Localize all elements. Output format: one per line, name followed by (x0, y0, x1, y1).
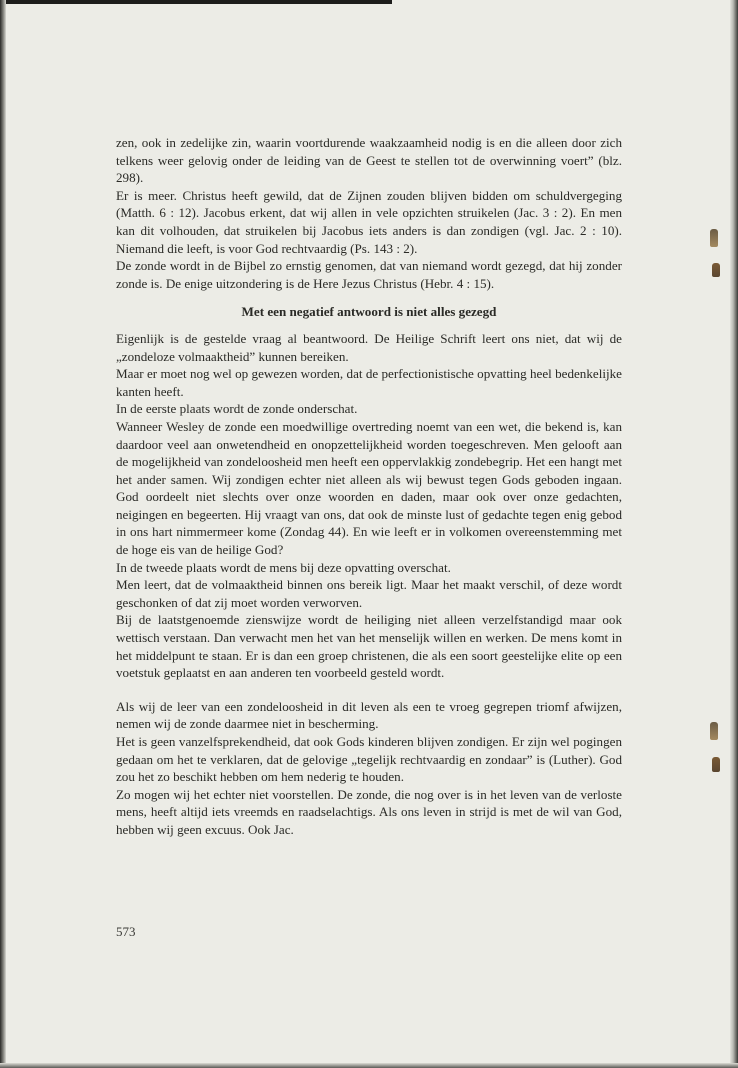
paragraph: zen, ook in zedelijke zin, waarin voortdurende waakzaamheid nodig is en die alleen door zich telkens weer gelovig onder de leiding van de Geest te stellen tot de overwinning voert” (blz. 298). (116, 135, 622, 186)
paragraph: Maar er moet nog wel op gewezen worden, dat de perfectionistische opvatting heel bedenkelijke kanten heeft. (116, 366, 622, 399)
page-number: 573 (116, 924, 136, 939)
paragraph: Zo mogen wij het echter niet voorstellen. De zonde, die nog over is in het leven van de verloste mens, heeft altijd iets vreemds en raadselachtigs. Als ons leven in strijd is met de wil van God, hebben wij geen excuus. Ook Jac. (116, 786, 622, 837)
body-text (116, 134, 622, 839)
margin-binding-mark (712, 263, 720, 277)
paragraph: In de tweede plaats wordt de mens bij deze opvatting overschat. (116, 559, 451, 575)
paragraph: Bij de laatstgenoemde zienswijze wordt de heiliging niet alleen verzelfstandigd maar ook wettisch verstaan. Dan verwacht men het van het menselijk willen en werken. De mens komt in het middelpunt te staan. Er is dan een groep christenen, die als een soort geestelijke elite op een voetstuk geplaatst en aan anderen ten voorbeeld gesteld wordt. (116, 612, 622, 681)
paragraph: Het is geen vanzelfsprekendheid, dat ook Gods kinderen blijven zondigen. Er zijn wel pogingen gedaan om het te verklaren, dat de gelovige „tegelijk rechtvaardig en zondaar” is (Luther). God zou het zo beschikt hebben om hem nederig te houden. (116, 734, 622, 785)
paragraph: Eigenlijk is de gestelde vraag al beantwoord. De Heilige Schrift leert ons niet, dat wij de „zondeloze volmaaktheid” kunnen bereiken. (116, 330, 622, 364)
paragraph: Wanneer Wesley de zonde een moedwillige overtreding noemt van een wet, die bekend is, kan daardoor veel aan onwetendheid en onopzettelijkheid worden toegeschreven. Men gelooft aan de mogelijkheid van zondeloosheid men heeft een oppervlakkig zondebegrip. Het een hangt met het ander samen. Wij zondigen echter niet alleen als wij bewust tegen Gods geboden ingaan. God oordeelt niet slechts over onze woorden en daden, maar ook over onze gedachten, neigingen en begeerten. Hij vraagt van ons, dat ook de minste lust of gedachte tegen enig gebod in ons hart nimmermeer kome (Zondag 44). En wie leeft er in volkomen overeenstemming met de hoge eis van de heilige God? (116, 418, 622, 558)
paragraph: Er is meer. Christus heeft gewild, dat de Zijnen zouden blijven bidden om schuldvergeging (Matth. 6 : 12). Jacobus erkent, dat wij allen in vele opzichten struikelen (Jac. 3 : 2). En men kan dit volhouden, dat struikelen bij Jacobus iets anders is dan zondigen (vgl. Jac. 2 : 10). Niemand die leeft, is voor God rechtvaardig (Ps. 143 : 2). (116, 187, 622, 256)
margin-binding-mark (710, 722, 718, 740)
paragraph: Men leert, dat de volmaaktheid binnen ons bereik ligt. Maar het maakt verschil, of deze wordt geschonken of dat zij moet worden verworven. (116, 577, 622, 610)
margin-binding-mark (712, 757, 720, 772)
margin-binding-mark (710, 229, 718, 247)
paragraph: In de eerste plaats wordt de zonde onderschat. (116, 401, 358, 417)
paragraph: Als wij de leer van een zondeloosheid in dit leven als een te vroeg gegrepen triomf afwijzen, nemen wij de zonde daarmee niet in bescherming. (116, 698, 622, 732)
paragraph: De zonde wordt in de Bijbel zo ernstig genomen, dat van niemand wordt gezegd, dat hij zonder zonde is. De enige uitzondering is de Here Jezus Christus (Hebr. 4 : 15). (116, 258, 622, 291)
section-heading: Met een negatief antwoord is niet alles gezegd (241, 304, 497, 320)
